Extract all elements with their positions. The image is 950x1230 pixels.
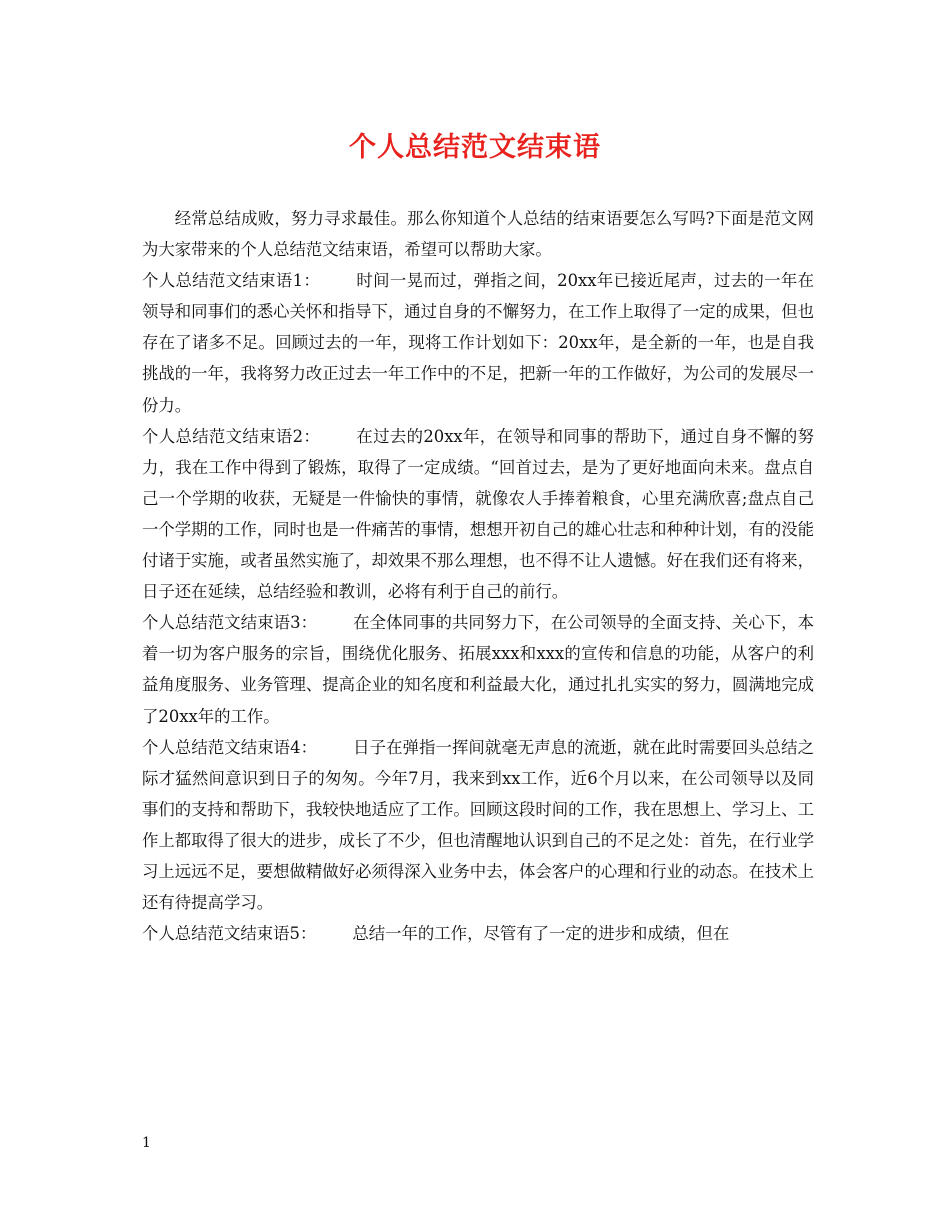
section-2-text: 在过去的20xx年，在领导和同事的帮助下，通过自身不懈的努力，我在工作中得到了锻炼，取得了一定成绩。“回首过去，是为了更好地面向未来。盘点自己一个学期的收获，无疑是一件愉快的事情，就像农人手捧着粮食，心里充满欣喜;盘点自己一个学期的工作，同时也是一件痛苦的事情，想想开初自己的雄心壮志和种种计划，有的没能付诸于实施，或者虽然实施了，却效果不那么理想，也不得不让人遗憾。好在我们还有将来，日子还在延续，总结经验和教训，必将有利于自己的前行。 — [142, 426, 815, 602]
section-5-text: 总结一年的工作，尽管有了一定的进步和成绩，但在 — [352, 924, 730, 944]
section-1-heading: 个人总结范文结束语1： — [142, 271, 321, 291]
section-4-paragraph — [142, 732, 814, 919]
section-5-paragraph — [142, 918, 814, 949]
section-2-paragraph — [142, 421, 814, 608]
page-number: 1 — [142, 1135, 151, 1151]
section-2-heading: 个人总结范文结束语2： — [142, 426, 321, 446]
document-title: 个人总结范文结束语 — [349, 132, 601, 163]
section-4-text: 日子在弹指一挥间就毫无声息的流逝，就在此时需要回头总结之际才猛然间意识到日子的匆匆。今年7月，我来到xx工作，近6个月以来，在公司领导以及同事们的支持和帮助下，我较快地适应了工作。回顾这段时间的工作，我在思想上、学习上、工作上都取得了很大的进步，成长了不少，但也清醒地认识到自己的不足之处：首先，在行业学习上远远不足，要想做精做好必须得深入业务中去，体会客户的心理和行业的动态。在技术上还有待提高学习。 — [142, 737, 815, 913]
section-1-paragraph — [142, 265, 814, 420]
section-5-heading: 个人总结范文结束语5： — [142, 924, 317, 944]
section-3-paragraph — [142, 607, 814, 731]
section-4-heading: 个人总结范文结束语4： — [142, 737, 318, 757]
section-3-heading: 个人总结范文结束语3： — [142, 613, 318, 633]
document-body — [142, 203, 814, 949]
section-3-text: 在全体同事的共同努力下，在公司领导的全面支持、关心下，本着一切为客户服务的宗旨，围绕优化服务、拓展xxx和xxx的宣传和信息的功能，从客户的利益角度服务、业务管理、提高企业的知名度和利益最大化，通过扎扎实实的努力，圆满地完成了20xx年的工作。 — [142, 613, 815, 726]
intro-paragraph: 经常总结成败，努力寻求最佳。那么你知道个人总结的结束语要怎么写吗?下面是范文网为大家带来的个人总结范文结束语，希望可以帮助大家。 — [142, 209, 814, 260]
section-1-text: 时间一晃而过，弹指之间，20xx年已接近尾声，过去的一年在领导和同事们的悉心关怀和指导下，通过自身的不懈努力，在工作上取得了一定的成果，但也存在了诸多不足。回顾过去的一年，现将工作计划如下：20xx年，是全新的一年，也是自我挑战的一年，我将努力改正过去一年工作中的不足，把新一年的工作做好，为公司的发展尽一份力。 — [142, 271, 815, 415]
